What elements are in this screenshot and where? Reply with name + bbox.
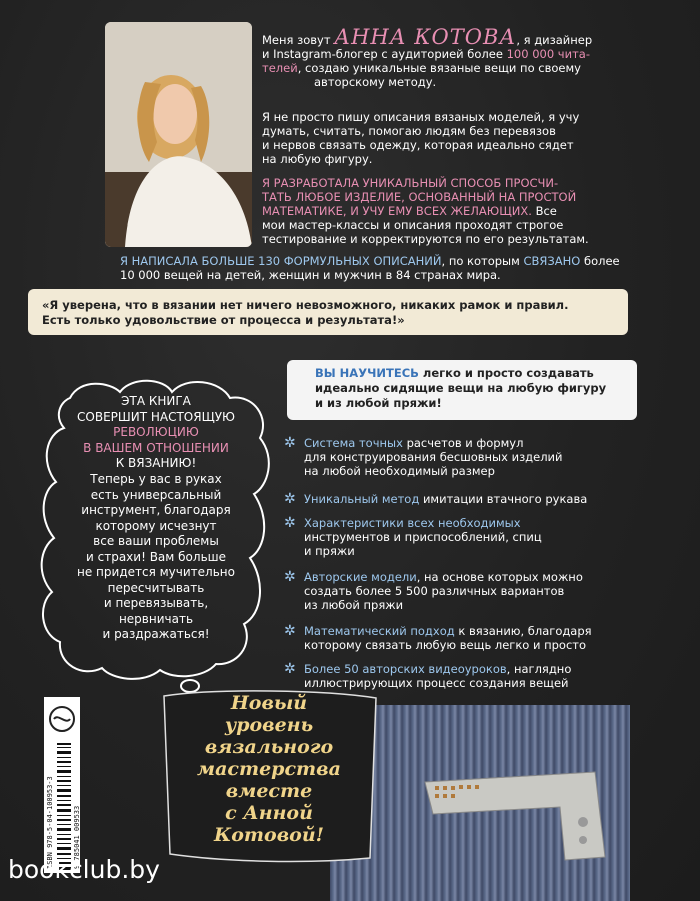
cloud-body-line: которому исчезнут: [95, 518, 217, 533]
para2-line: думать, считать, помогаю людям без перевязов: [262, 124, 556, 138]
method-text-line: мои мастер-классы и описания проходят строгое: [262, 218, 564, 232]
audience-tail: телей: [262, 61, 298, 75]
website-watermark: bookclub.by: [8, 855, 160, 884]
bullet-accent: Система точных: [304, 436, 403, 450]
bullet-accent: Характеристики всех необходимых: [304, 516, 521, 530]
thought-cloud: [40, 378, 272, 668]
sign-line: вязального: [204, 736, 334, 758]
sign-line: Новый: [230, 692, 308, 714]
cloud-body-line: нервничать: [118, 611, 194, 626]
bullet-text: расчетов и формул: [402, 436, 524, 450]
quote-line: «Я уверена, что в вязании нет ничего невозможного, никаких рамок и правил.: [42, 298, 569, 312]
cloud-highlight: В ВАШЕМ ОТНОШЕНИИ: [83, 440, 229, 455]
asterisk-icon: ✲: [284, 491, 296, 507]
bullet-text: , наглядно: [506, 662, 572, 676]
asterisk-icon: ✲: [284, 623, 296, 639]
bullet-text: имитации втачного рукава: [419, 492, 588, 506]
sign-line: уровень: [224, 714, 314, 736]
cloud-body-line: и перевязывать,: [103, 596, 209, 610]
cloud-body-line: Теперь у вас в руках: [90, 472, 222, 486]
feature-bullet: [284, 570, 664, 612]
cloud-line: СОВЕРШИТ НАСТОЯЩУЮ: [77, 409, 235, 424]
para2-line: и нервов связать одежду, которая идеально сядет: [262, 138, 574, 152]
barcode-digits: 9 785041 009533: [73, 805, 81, 869]
bullet-accent: Авторские модели: [304, 570, 417, 584]
bullet-text: которому связать любую вещь легко и просто: [304, 638, 587, 652]
asterisk-icon: ✲: [284, 435, 296, 451]
learn-text: и из любой пряжи!: [315, 396, 442, 410]
author-name: АННА КОТОВА: [334, 25, 517, 49]
cloud-body-line: и страхи! Вам больше: [86, 549, 226, 564]
author-photo: [105, 22, 252, 247]
bullet-text: из любой пряжи: [304, 598, 404, 612]
bullet-text: на любой необходимый размер: [304, 464, 495, 478]
achievements-text: , по которым: [441, 254, 524, 268]
intro-line4: авторскому методу.: [314, 75, 437, 89]
promo-sign: [156, 686, 382, 864]
bullet-text: к вязанию, благодаря: [454, 624, 592, 638]
intro-line2: и Instagram-блогер с аудиторией более: [262, 47, 507, 61]
isbn-text: ISBN 978-5-04-100953-3: [46, 776, 54, 869]
asterisk-icon: ✲: [284, 569, 296, 585]
sign-line: Котовой!: [213, 824, 325, 846]
sign-line: с Анной: [225, 802, 313, 824]
cloud-body-line: есть универсальный: [90, 487, 222, 502]
method-highlight-line: ТАТЬ ЛЮБОЕ ИЗДЕЛИЕ, ОСНОВАННЫЙ НА ПРОСТОЙ: [262, 190, 577, 204]
cloud-body-line: инструмент, благодаря: [81, 503, 231, 517]
cloud-body-line: и раздражаться!: [102, 627, 210, 641]
method-text-line: тестирование и корректируются по его результатам.: [262, 232, 589, 246]
bullet-text: иллюстрирующих процесс создания вещей: [304, 676, 569, 690]
learn-callout: [287, 360, 637, 420]
quote-line: Есть только удовольствие от процесса и результата!»: [42, 313, 405, 327]
feature-bullet: [284, 492, 664, 506]
bullet-text: для конструирования бесшовных изделий: [304, 450, 563, 464]
paragraph-achievements: [120, 254, 630, 282]
intro-line3: , создаю уникальные вязаные вещи по своему: [297, 61, 581, 75]
bullet-accent: Математический подход: [304, 624, 455, 638]
paragraph-method: [262, 176, 634, 246]
method-highlight-line: Я РАЗРАБОТАЛА УНИКАЛЬНЫЙ СПОСОБ ПРОСЧИ-: [262, 176, 559, 190]
cloud-line: ЭТА КНИГА: [121, 394, 191, 408]
asterisk-icon: ✲: [284, 661, 296, 677]
method-highlight-line: МАТЕМАТИКЕ, И УЧУ ЕМУ ВСЕХ ЖЕЛАЮЩИХ.: [262, 204, 532, 218]
isbn-barcode: [44, 697, 80, 873]
asterisk-icon: ✲: [284, 515, 296, 531]
measuring-ruler: [415, 752, 615, 862]
bullet-text: , на основе которых можно: [416, 570, 583, 584]
bullet-accent: Уникальный метод: [304, 492, 420, 506]
para2-line: Я не просто пишу описания вязаных моделей, я учу: [262, 110, 580, 124]
achievements-text: более: [580, 254, 620, 268]
author-quote: [28, 289, 628, 335]
knitted-highlight: СВЯЗАНО: [523, 254, 581, 268]
bullet-text: инструментов и приспособлений, спиц: [304, 530, 542, 544]
method-text: Все: [531, 204, 557, 218]
cloud-line: К ВЯЗАНИЮ!: [115, 456, 197, 470]
cloud-body-line: пересчитывать: [107, 580, 205, 595]
sign-text: [156, 692, 382, 846]
feature-bullet: [284, 436, 664, 478]
learn-text: идеально сидящие вещи на любую фигуру: [315, 381, 607, 395]
paragraph-approach: [262, 110, 612, 166]
sign-line: мастерства: [197, 758, 341, 780]
bullet-text: создать более 5 500 различных вариантов: [304, 584, 565, 598]
cloud-headline: [40, 394, 272, 472]
feature-bullet: [284, 624, 664, 652]
audience-count: 100 000 чита-: [506, 47, 590, 61]
cloud-body-line: все ваши проблемы: [93, 534, 219, 548]
author-intro: [262, 25, 612, 89]
achievements-line2: 10 000 вещей на детей, женщин и мужчин в 84 странах мира.: [120, 268, 501, 282]
sign-line: вместе: [225, 780, 313, 802]
cloud-highlight: РЕВОЛЮЦИЮ: [113, 425, 199, 439]
bullet-accent: Более 50 авторских видеоуроков: [304, 662, 507, 676]
learn-lead: ВЫ НАУЧИТЕСЬ: [315, 366, 419, 380]
intro-text: Меня зовут: [262, 33, 335, 47]
bullet-text: и пряжи: [304, 544, 355, 558]
feature-bullet: [284, 516, 664, 558]
cloud-body-line: не придется мучительно: [77, 565, 235, 579]
cloud-body: [40, 472, 272, 643]
intro-text-end: , я дизайнер: [516, 33, 593, 47]
patterns-count: Я НАПИСАЛА БОЛЬШЕ 130 ФОРМУЛЬНЫХ ОПИСАНИЙ: [120, 254, 442, 268]
learn-text: легко и просто создавать: [418, 366, 594, 380]
para2-line: на любую фигуру.: [262, 152, 373, 166]
